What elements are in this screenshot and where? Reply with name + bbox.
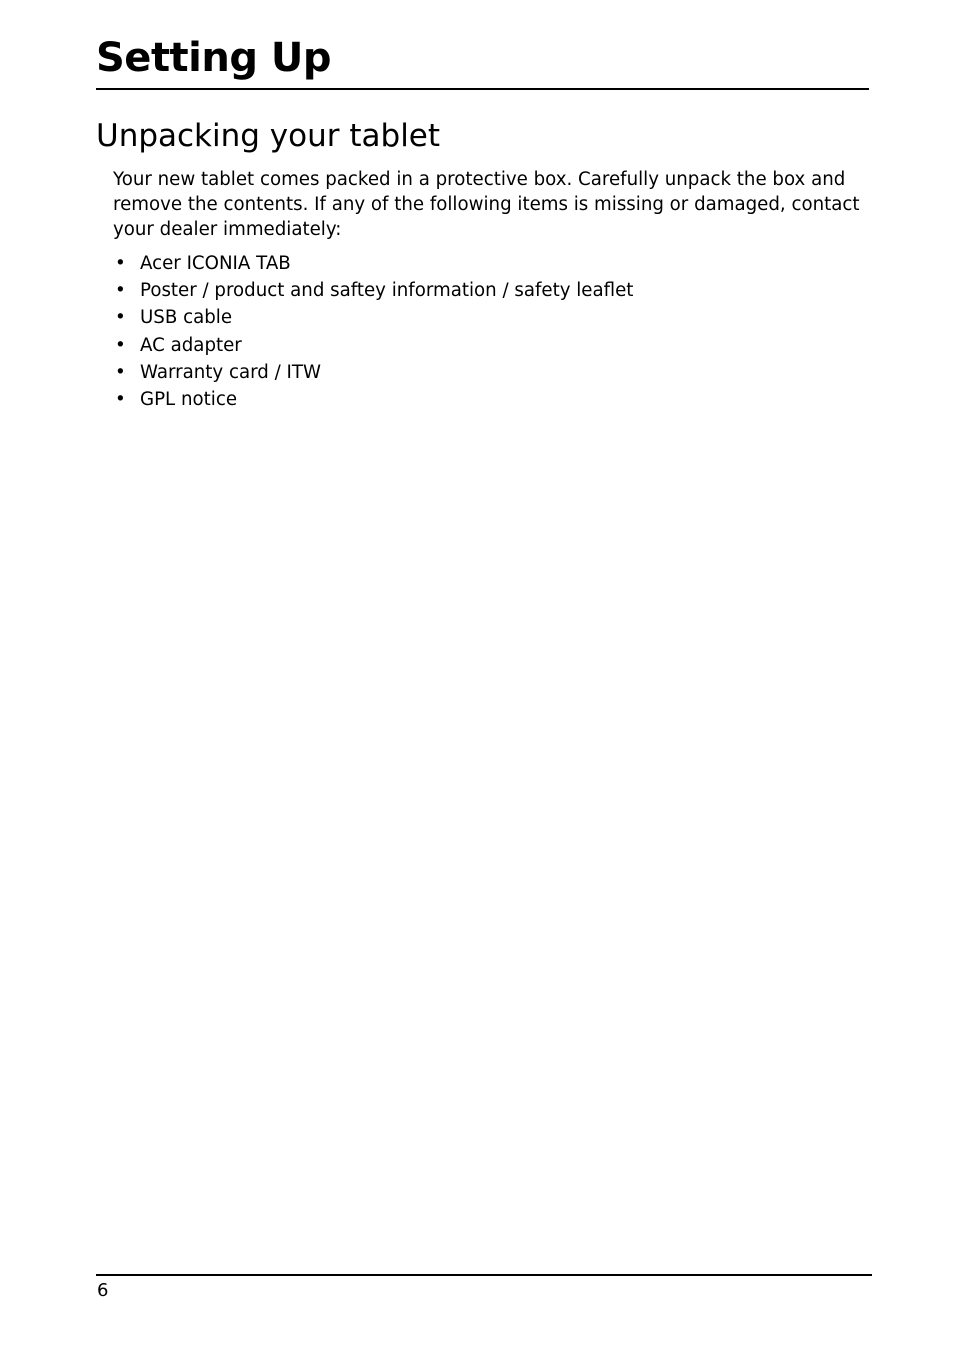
list-item-label: Acer ICONIA TAB [140,253,291,274]
list-item [113,332,633,359]
bullet-icon: • [115,334,126,356]
list-item-label: Warranty card / ITW [140,361,321,383]
bullet-icon: • [115,253,126,274]
bullet-icon: • [115,280,126,302]
list-item [113,386,633,413]
intro-paragraph: Your new tablet comes packed in a protective box. Carefully unpack the box and remove the contents. If any of the following items is missing or damaged, contact your dealer immediately: [113,169,860,240]
footer-rule [96,1274,872,1276]
list-item [113,250,633,277]
list-item [113,359,633,386]
list-item-label: AC adapter [140,334,242,356]
bullet-icon: • [115,388,126,410]
page-number: 6 [97,1280,109,1301]
chapter-title-rule [96,88,869,90]
bullet-icon: • [115,307,126,329]
list-item-label: USB cable [140,307,233,329]
bullet-icon: • [115,361,126,383]
chapter-title: Setting Up [96,35,332,81]
list-item-label: Poster / product and saftey information / safety leaflet [140,280,634,302]
package-contents-list [113,250,633,413]
list-item-label: GPL notice [140,388,238,410]
section-title: Unpacking your tablet [96,118,441,154]
list-item [113,304,633,331]
list-item [113,277,633,304]
